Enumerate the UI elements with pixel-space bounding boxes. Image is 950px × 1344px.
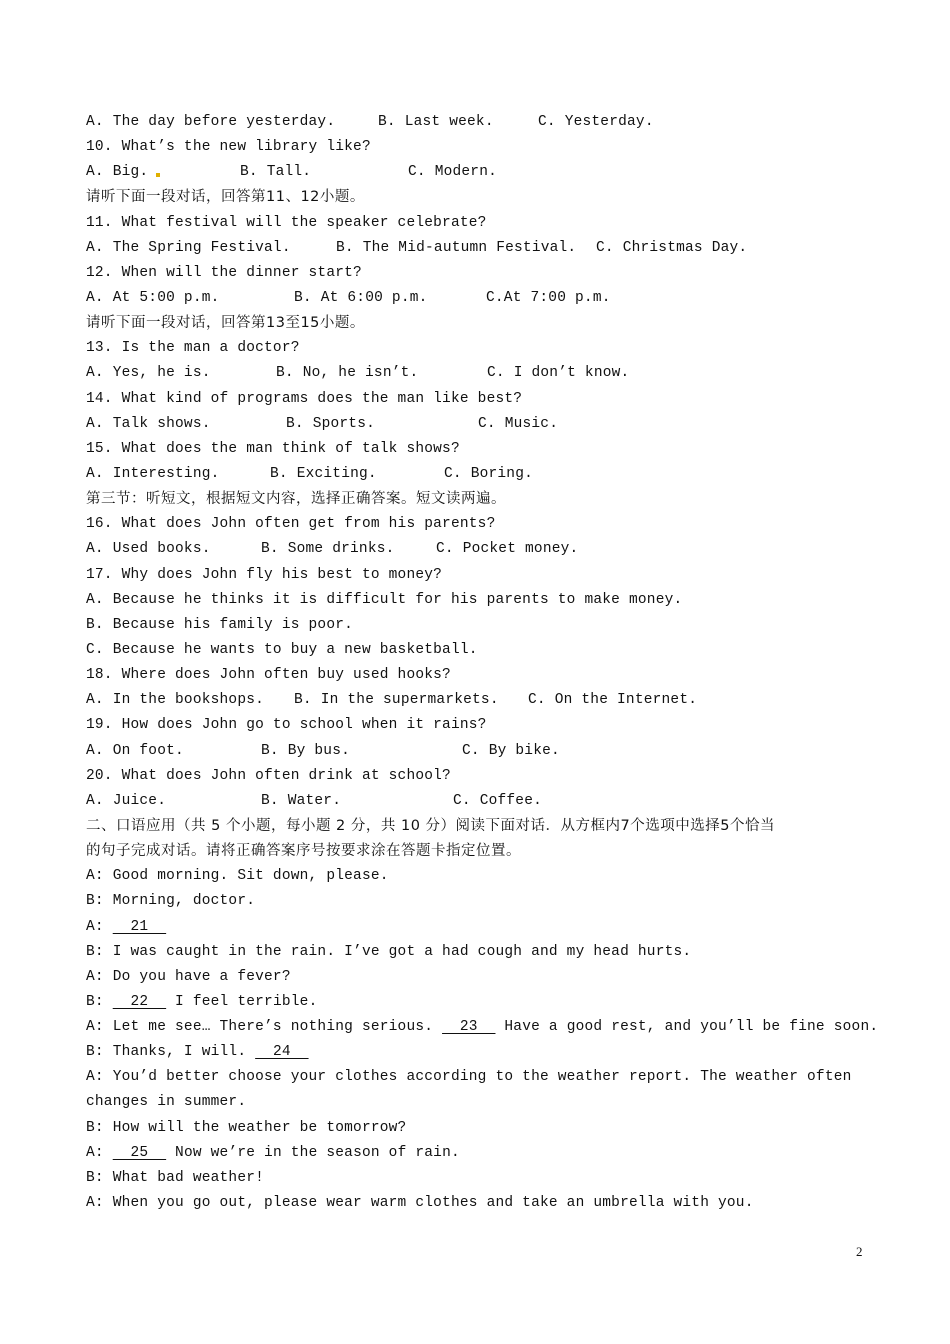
dialogue-text: B: bbox=[86, 993, 113, 1010]
option-row bbox=[86, 286, 876, 311]
answer-option: A. The day before yesterday. bbox=[86, 114, 336, 130]
dialogue-text: I feel terrible. bbox=[166, 993, 318, 1010]
answer-option: B. By bus. bbox=[261, 742, 351, 759]
page-number: 2 bbox=[856, 1244, 863, 1259]
answer-option: B. No, he isn’t. bbox=[276, 365, 419, 382]
question-line: A: Do you have a fever? bbox=[86, 968, 291, 985]
instruction-line: 请听下面一段对话，回答第11、12小题。 bbox=[86, 189, 365, 206]
option-row bbox=[86, 462, 876, 487]
question-line: 10. What’s the new library like? bbox=[86, 139, 371, 156]
answer-option: A. On foot. bbox=[86, 742, 184, 759]
answer-option: B. Water. bbox=[261, 792, 342, 809]
instruction-line: 的句子完成对话。请将正确答案序号按要求涂在答题卡指定位置。 bbox=[86, 843, 521, 860]
question-line: B: Morning, doctor. bbox=[86, 893, 256, 910]
answer-blank: 24 bbox=[255, 1044, 309, 1061]
question-line: 17. Why does John fly his best to money? bbox=[86, 566, 443, 583]
question-line: 20. What does John often drink at school? bbox=[86, 767, 451, 784]
answer-option: B. The Mid-autumn Festival. bbox=[336, 239, 577, 256]
question-line: 16. What does John often get from his parents? bbox=[86, 516, 496, 533]
answer-option: C. Boring. bbox=[444, 465, 534, 482]
question-line: 18. Where does John often buy used hooks? bbox=[86, 667, 451, 684]
question-line: 14. What kind of programs does the man like best? bbox=[86, 390, 523, 407]
dialogue-line bbox=[86, 1141, 876, 1166]
question-line: C. Because he wants to buy a new basketball. bbox=[86, 641, 478, 658]
highlight-mark bbox=[156, 173, 160, 177]
answer-blank: 25 bbox=[112, 1144, 167, 1161]
option-row bbox=[86, 739, 876, 764]
question-line: B: How will the weather be tomorrow? bbox=[86, 1119, 407, 1136]
answer-option: A. Interesting. bbox=[86, 465, 220, 482]
question-line: A: You’d better choose your clothes according to the weather report. The weather often bbox=[86, 1069, 852, 1086]
option-row bbox=[86, 110, 876, 135]
answer-option: C. Coffee. bbox=[453, 792, 543, 809]
answer-option: B. At 6:00 p.m. bbox=[294, 289, 428, 306]
dialogue-line bbox=[86, 1015, 879, 1040]
answer-option: C. Christmas Day. bbox=[596, 239, 748, 256]
answer-option: A. Yes, he is. bbox=[86, 365, 211, 382]
option-row bbox=[86, 688, 876, 713]
answer-option: C. Pocket money. bbox=[436, 541, 579, 558]
answer-option: C. I don’t know. bbox=[487, 365, 630, 382]
question-line: 15. What does the man think of talk shows? bbox=[86, 440, 460, 457]
option-row bbox=[86, 361, 876, 386]
answer-option: C. Modern. bbox=[408, 164, 498, 181]
answer-option: C. On the Internet. bbox=[528, 692, 698, 709]
answer-option: A. Talk shows. bbox=[86, 415, 211, 432]
dialogue-line bbox=[86, 1040, 876, 1065]
answer-option: A. Used books. bbox=[86, 541, 211, 558]
dialogue-line bbox=[86, 915, 876, 940]
answer-option: A. At 5:00 p.m. bbox=[86, 289, 220, 306]
answer-option: C. Yesterday. bbox=[538, 114, 654, 130]
question-line: 13. Is the man a doctor? bbox=[86, 340, 300, 357]
answer-option: A. The Spring Festival. bbox=[86, 239, 291, 256]
question-line: 19. How does John go to school when it rains? bbox=[86, 717, 487, 734]
dialogue-text: Now we’re in the season of rain. bbox=[166, 1144, 460, 1161]
dialogue-text: B: Thanks, I will. bbox=[86, 1044, 256, 1061]
option-row bbox=[86, 236, 876, 261]
answer-option: B. Tall. bbox=[240, 164, 312, 181]
option-row bbox=[86, 789, 876, 814]
dialogue-line bbox=[86, 990, 876, 1015]
question-line: B. Because his family is poor. bbox=[86, 616, 354, 633]
answer-blank: 22 bbox=[112, 993, 167, 1010]
question-line: 12. When will the dinner start? bbox=[86, 264, 362, 281]
dialogue-text: A: bbox=[86, 918, 113, 935]
instruction-line: 第三节：听短文，根据短文内容，选择正确答案。短文读两遍。 bbox=[86, 491, 506, 508]
question-line: A. Because he thinks it is difficult for his parents to make money. bbox=[86, 591, 683, 608]
answer-option: B. Sports. bbox=[286, 415, 376, 432]
exam-content bbox=[86, 110, 879, 1216]
answer-option: A. In the bookshops. bbox=[86, 692, 265, 709]
question-line: A: Good morning. Sit down, please. bbox=[86, 868, 389, 885]
answer-blank: 21 bbox=[112, 918, 167, 935]
question-line: B: What bad weather! bbox=[86, 1169, 265, 1186]
dialogue-text: Have a good rest, and you’ll be fine soon. bbox=[495, 1019, 879, 1036]
dialogue-text: A: Let me see… There’s nothing serious. bbox=[86, 1019, 443, 1036]
question-line: 11. What festival will the speaker celebrate? bbox=[86, 214, 487, 231]
option-row bbox=[86, 537, 876, 562]
question-line: B: I was caught in the rain. I’ve got a had cough and my head hurts. bbox=[86, 943, 692, 960]
instruction-line: 二、口语应用（共 5 个小题，每小题 2 分，共 10 分）阅读下面对话．从方框内7个选项中选择5个恰当 bbox=[86, 817, 776, 834]
answer-option: B. In the supermarkets. bbox=[294, 692, 499, 709]
question-line: changes in summer. bbox=[86, 1094, 247, 1111]
answer-option: A. Juice. bbox=[86, 792, 167, 809]
option-row bbox=[86, 412, 876, 437]
answer-option: B. Some drinks. bbox=[261, 541, 395, 558]
option-row bbox=[86, 160, 876, 185]
answer-option: C. By bike. bbox=[462, 742, 560, 759]
answer-option: B. Last week. bbox=[378, 114, 494, 130]
answer-option: C. Music. bbox=[478, 415, 559, 432]
answer-option: A. Big. bbox=[86, 164, 149, 181]
answer-option: B. Exciting. bbox=[270, 465, 377, 482]
dialogue-text: A: bbox=[86, 1144, 113, 1161]
question-line: A: When you go out, please wear warm clothes and take an umbrella with you. bbox=[86, 1195, 754, 1212]
answer-option: C.At 7:00 p.m. bbox=[486, 289, 611, 306]
instruction-line: 请听下面一段对话，回答第13至15小题。 bbox=[86, 315, 365, 332]
answer-blank: 23 bbox=[442, 1019, 496, 1036]
